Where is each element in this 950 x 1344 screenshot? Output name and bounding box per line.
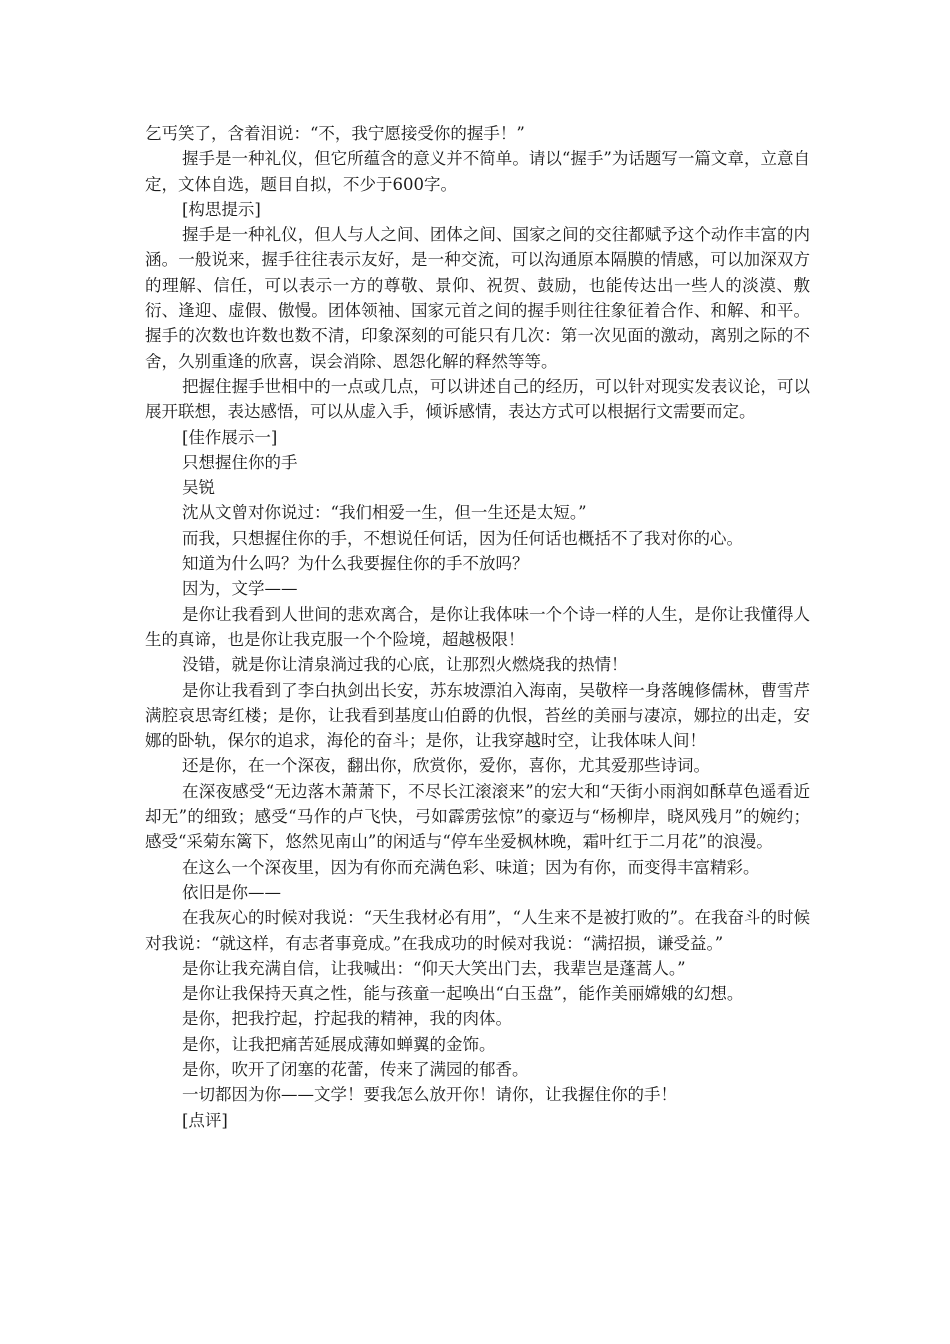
essay-paragraph: 是你，让我把痛苦延展成薄如蝉翼的金饰。: [182, 1034, 496, 1054]
essay-paragraph: 没错，就是你让清泉淌过我的心底，让那烈火燃烧我的热情！: [182, 655, 628, 675]
paragraph-hint-1: 握手是一种礼仪，但人与人之间、团体之间、国家之间的交往都赋予这个动作丰富的内涵。一般说来，握手往往表示友好，是一种交流，可以沟通原本隔膜的情感，可以加深双方的理解、信任，可以表示一方的尊敬、景仰、祝贺、鼓励，也能传达出一些人的淡漠、敷衍、逢迎、虚假、傲慢。团体领袖、国家元首之间的握手则往往象征着合作、和解、和平。握手的次数也许数也数不清，印象深刻的可能只有几次：第一次见面的激动，离别之际的不舍，久别重逢的欣喜，误会消除、恩怨化解的释然等等。: [145, 225, 810, 371]
document-page: [145, 121, 810, 1133]
essay-paragraph: 因为，文学——: [182, 579, 298, 599]
essay-paragraph: 而我，只想握住你的手，不想说任何话，因为任何话也概括不了我对你的心。: [182, 528, 743, 548]
essay-paragraph: 知道为什么吗？为什么我要握住你的手不放吗？: [182, 554, 529, 574]
essay-paragraph: 沈从文曾对你说过：“我们相爱一生，但一生还是太短。”: [182, 503, 587, 523]
essay-title: 只想握住你的手: [182, 452, 298, 472]
essay-paragraph: 是你让我看到了李白执剑出长安，苏东坡漂泊入海南，吴敬梓一身落魄修儒林，曹雪芹满腔哀思寄红楼；是你，让我看到基度山伯爵的仇恨，苔丝的美丽与凄凉，娜拉的出走，安娜的卧轨，保尔的追求，海伦的奋斗；是你，让我穿越时空，让我体味人间！: [145, 680, 810, 751]
section-heading-hint: [构思提示]: [182, 199, 261, 219]
essay-paragraph: 是你，把我拧起，拧起我的精神，我的肉体。: [182, 1009, 512, 1029]
essay-paragraph: 还是你，在一个深夜，翻出你，欣赏你，爱你，喜你，尤其爱那些诗词。: [182, 756, 710, 776]
paragraph-prompt: 握手是一种礼仪，但它所蕴含的意义并不简单。请以“握手”为话题写一篇文章，立意自定，文体自选，题目自拟，不少于600字。: [145, 149, 810, 194]
section-heading-comment: [点评]: [182, 1110, 228, 1130]
essay-paragraph: 是你让我保持天真之性，能与孩童一起唤出“白玉盘”，能作美丽嫦娥的幻想。: [182, 984, 744, 1004]
essay-paragraph: 一切都因为你——文学！要我怎么放开你！请你，让我握住你的手！: [182, 1085, 677, 1105]
essay-paragraph: 是你让我充满自信，让我喊出：“仰天大笑出门去，我辈岂是蓬蒿人。”: [182, 958, 686, 978]
paragraph-hint-2: 把握住握手世相中的一点或几点，可以讲述自己的经历，可以针对现实发表议论，可以展开联想，表达感悟，可以从虚入手，倾诉感情，表达方式可以根据行文需要而定。: [145, 376, 810, 422]
essay-paragraph: 依旧是你——: [182, 882, 281, 902]
paragraph-ending-story: 乞丐笑了，含着泪说：“不，我宁愿接受你的握手！”: [145, 124, 525, 143]
essay-paragraph: 是你，吹开了闭塞的花蕾，传来了满园的郁香。: [182, 1059, 529, 1079]
essay-paragraph: 是你让我看到人世间的悲欢离合，是你让我体味一个个诗一样的人生，是你让我懂得人生的真谛，也是你让我克服一个个险境，超越极限！: [145, 604, 810, 649]
essay-author: 吴锐: [182, 478, 215, 498]
essay-paragraph: 在这么一个深夜里，因为有你而充满色彩、味道；因为有你，而变得丰富精彩。: [182, 857, 760, 877]
section-heading-showcase: [佳作展示一]: [182, 427, 278, 447]
essay-paragraph: 在我灰心的时候对我说：“天生我材必有用”，“人生来不是被打败的”。在我奋斗的时候对我说：“就这样，有志者事竟成。”在我成功的时候对我说：“满招损，谦受益。”: [145, 908, 810, 953]
essay-paragraph: 在深夜感受“无边落木萧萧下，不尽长江滚滚来”的宏大和“天街小雨润如酥草色遥看近却无”的细致；感受“马作的卢飞快，弓如霹雳弦惊”的豪迈与“杨柳岸，晓风残月”的婉约；感受“采菊东篱下，悠然见南山”的闲适与“停车坐爱枫林晚，霜叶红于二月花”的浪漫。: [145, 781, 810, 852]
